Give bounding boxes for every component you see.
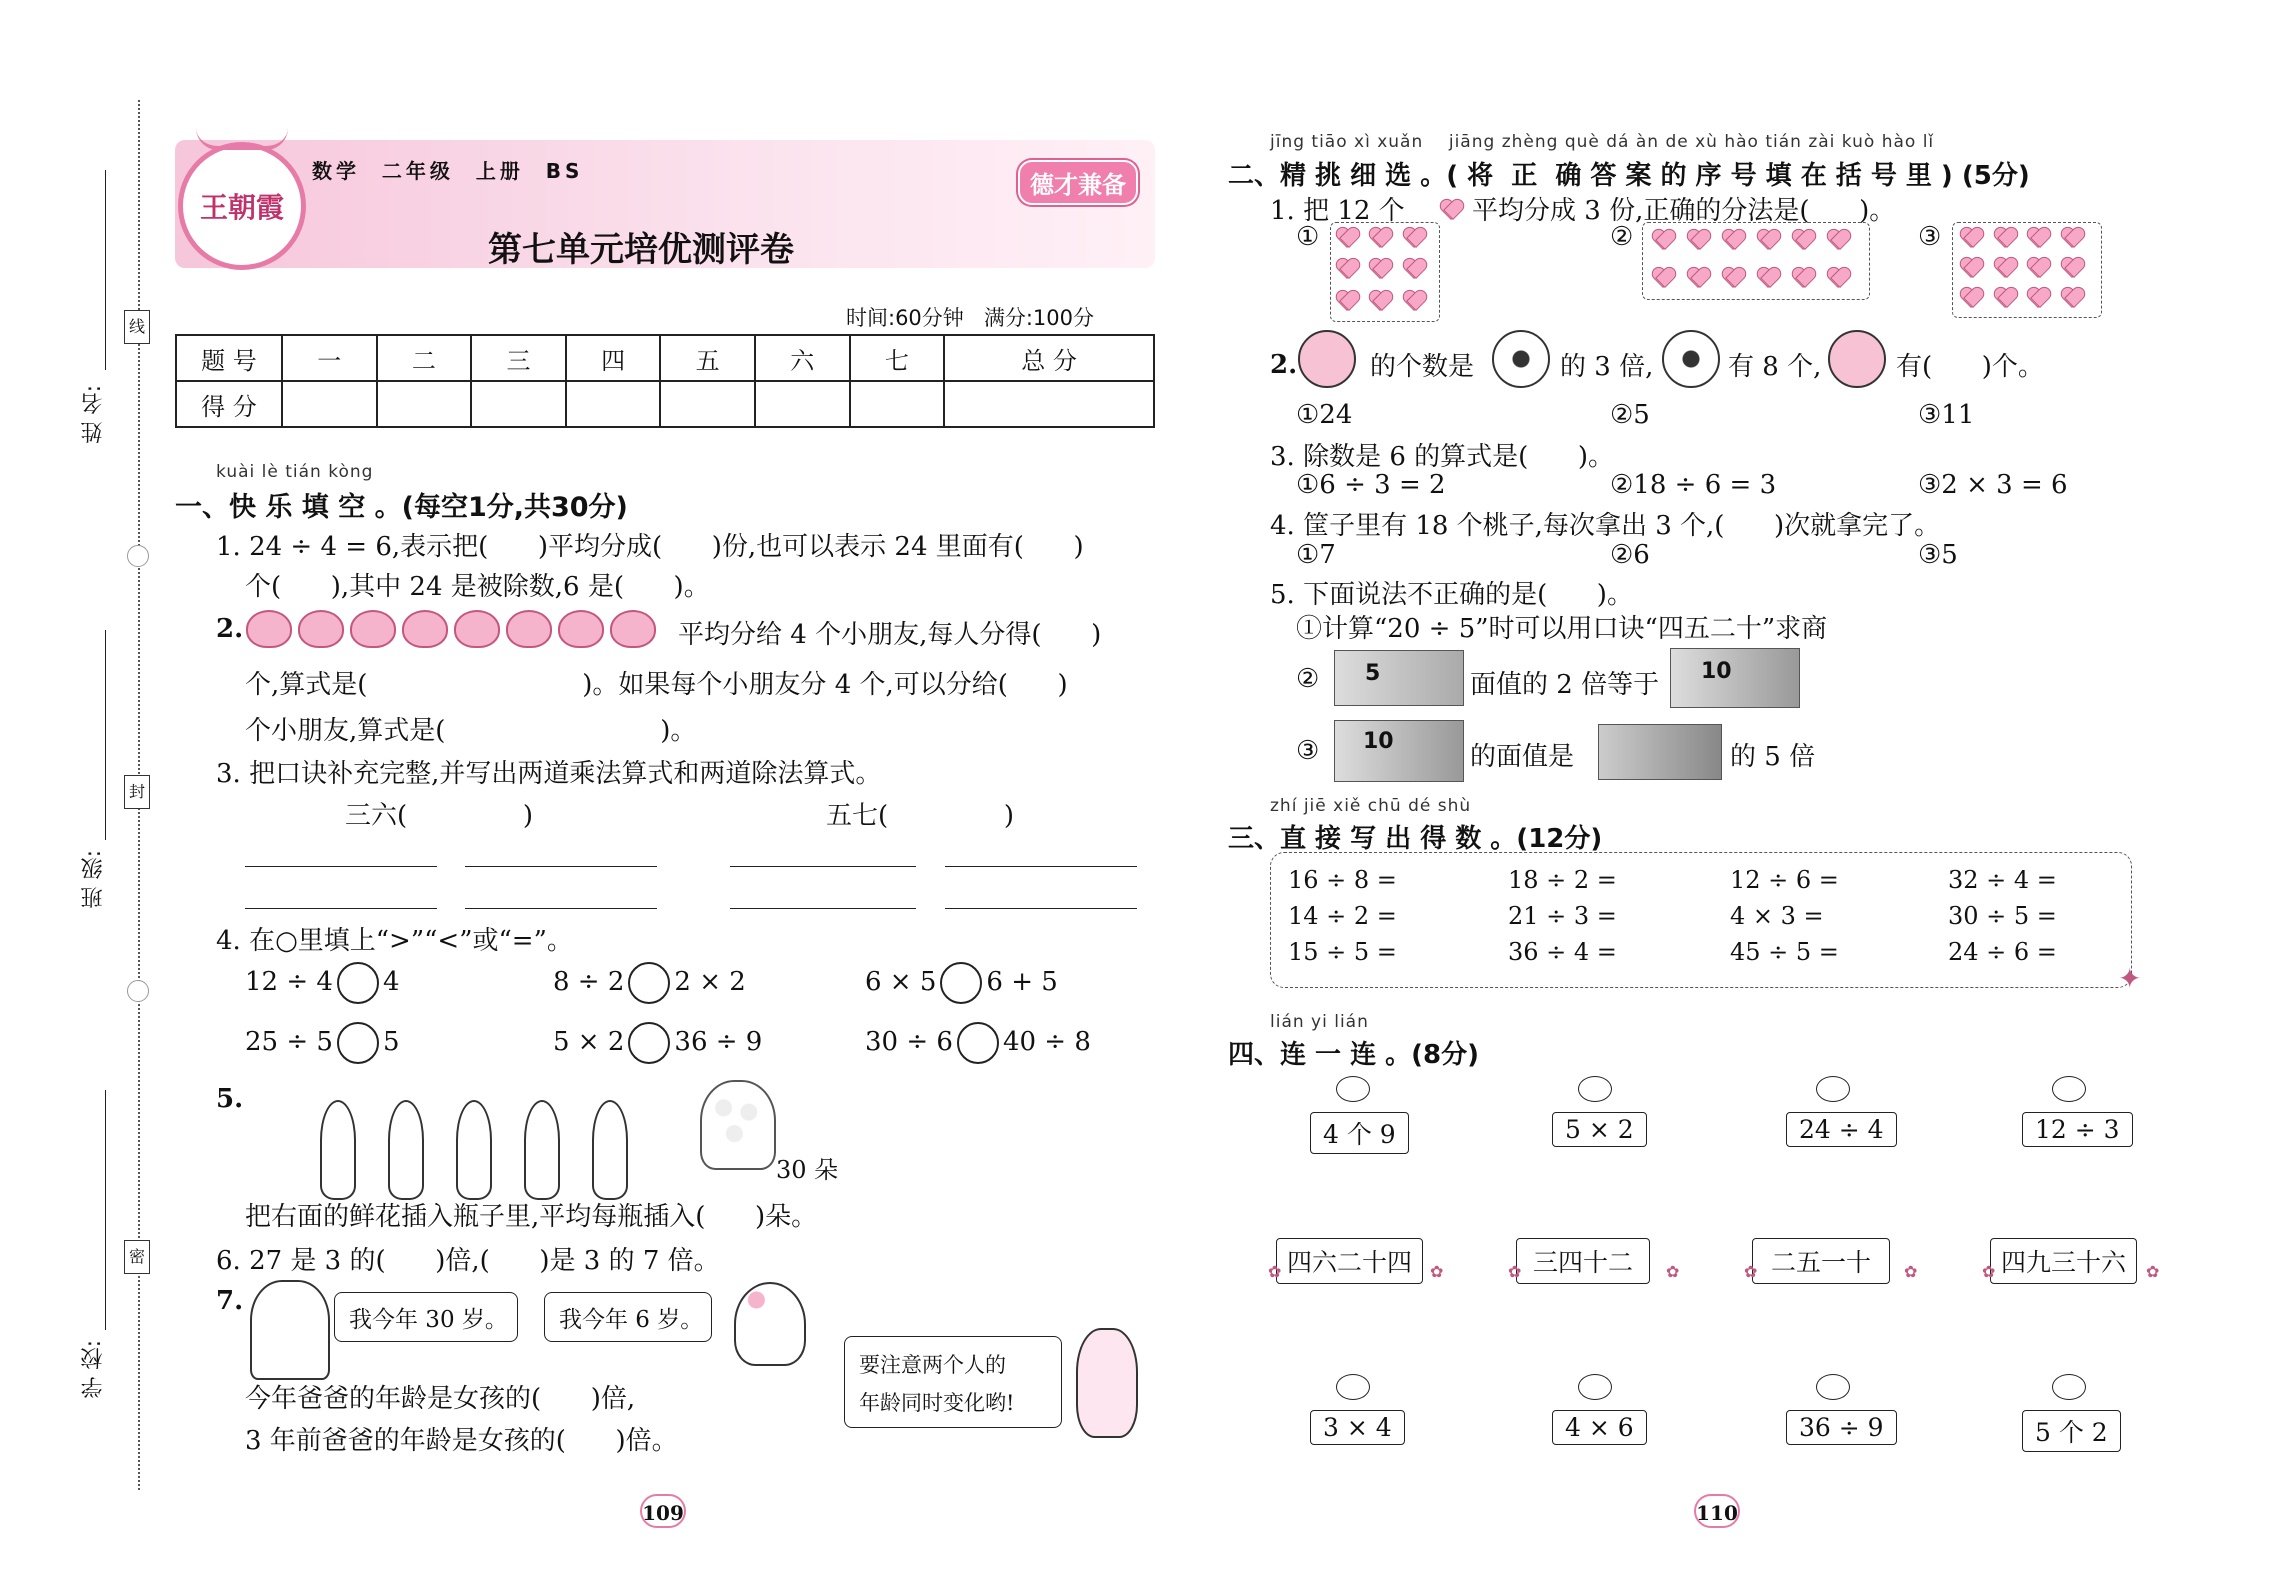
flower-icon: ✿ bbox=[1430, 1262, 1444, 1281]
score-row-label: 得 分 bbox=[176, 381, 282, 427]
soccer-ball-icon bbox=[1492, 330, 1550, 388]
score-cell[interactable] bbox=[471, 381, 566, 427]
heart-icon bbox=[1369, 259, 1391, 279]
compare-circle[interactable] bbox=[337, 1022, 379, 1064]
score-cell[interactable] bbox=[282, 381, 377, 427]
q4-left: 8 ÷ 2 bbox=[553, 967, 625, 997]
answer-line[interactable] bbox=[730, 908, 916, 909]
school-label: 学 校: bbox=[81, 1340, 106, 1399]
seal-feng: 封 bbox=[124, 775, 150, 809]
q1-line1: 1. 24 ÷ 4 = 6,表示把( )平均分成( )份,也可以表示 24 里面有( ) bbox=[216, 532, 1084, 562]
vase-icon bbox=[456, 1100, 492, 1200]
girl-speech-text: 我今年 6 岁。 bbox=[559, 1307, 704, 1333]
answer-line[interactable] bbox=[465, 866, 657, 867]
heart-icon bbox=[1336, 259, 1358, 279]
score-cell[interactable] bbox=[660, 381, 755, 427]
page-number-right: 110 bbox=[1694, 1494, 1740, 1528]
logo-text: 王朝霞 bbox=[199, 191, 284, 224]
answer-line[interactable] bbox=[245, 908, 437, 909]
calc-item[interactable]: 4 × 3 = bbox=[1730, 902, 1824, 930]
flower-icon: ✿ bbox=[1982, 1262, 1996, 1281]
score-cell[interactable] bbox=[850, 381, 945, 427]
heart-icon bbox=[1827, 230, 1849, 250]
compare-circle[interactable] bbox=[940, 962, 982, 1004]
s2q2-number: 2. bbox=[1270, 350, 1298, 380]
heart-icon bbox=[2027, 228, 2049, 248]
s2q1-opt3: ③ bbox=[1918, 222, 1942, 252]
calc-item[interactable]: 32 ÷ 4 = bbox=[1948, 866, 2057, 894]
s2q5-opt2-num: ② bbox=[1296, 664, 1320, 694]
banknote-10-icon bbox=[1334, 720, 1464, 782]
bee-icon bbox=[1816, 1076, 1850, 1102]
q3-line1: 3. 把口诀补充完整,并写出两道乘法算式和两道除法算式。 bbox=[216, 759, 882, 789]
bee-icon bbox=[1816, 1374, 1850, 1400]
match-mid-2[interactable]: 三四十二 bbox=[1516, 1238, 1650, 1284]
s2q5-opt3-end: 的 5 倍 bbox=[1730, 742, 1816, 772]
s2q4-opt3: ③5 bbox=[1918, 540, 1958, 570]
compare-circle[interactable] bbox=[957, 1022, 999, 1064]
girl-icon bbox=[734, 1282, 806, 1366]
q4-right: 6 + 5 bbox=[986, 967, 1058, 997]
q4-left: 25 ÷ 5 bbox=[245, 1027, 333, 1057]
heart-icon bbox=[1652, 230, 1674, 250]
q3-left: 三六( ) bbox=[345, 801, 533, 831]
sec2-title: 二、精 挑 细 选 。( 将 正 确 答 案 的 序 号 填 在 括 号 里 ) (5分) bbox=[1228, 161, 2030, 191]
match-bottom-4[interactable]: 5 个 2 bbox=[2022, 1410, 2121, 1452]
heart-grid-2 bbox=[1652, 230, 1862, 294]
heart-icon bbox=[1336, 291, 1358, 311]
binding-hole-icon bbox=[127, 980, 149, 1002]
bee-icon bbox=[1578, 1374, 1612, 1400]
seal-mi: 密 bbox=[124, 1240, 150, 1274]
match-top-2[interactable]: 5 × 2 bbox=[1552, 1112, 1647, 1147]
banknote-small-icon bbox=[1598, 724, 1722, 780]
q4-item bbox=[553, 1022, 762, 1064]
q4-item bbox=[865, 962, 1058, 1004]
calc-item[interactable]: 30 ÷ 5 = bbox=[1948, 902, 2057, 930]
vase-icon bbox=[592, 1100, 628, 1200]
heart-icon bbox=[1440, 200, 1462, 220]
heart-icon bbox=[2027, 288, 2049, 308]
heart-icon bbox=[2061, 288, 2083, 308]
heart-icon bbox=[2061, 228, 2083, 248]
tip-line2: 年龄同时变化哟! bbox=[859, 1391, 1015, 1415]
peach-icon bbox=[402, 610, 448, 648]
book-info: 数学 二年级 上册 BS bbox=[312, 159, 584, 183]
score-head-3: 三 bbox=[471, 335, 566, 381]
q2-line2: 个,算式是( )。如果每个小朋友分 4 个,可以分给( ) bbox=[245, 670, 1068, 700]
s2q1-opt1: ① bbox=[1296, 222, 1320, 252]
compare-circle[interactable] bbox=[337, 962, 379, 1004]
score-head-label: 题 号 bbox=[176, 335, 282, 381]
answer-line[interactable] bbox=[945, 866, 1137, 867]
match-top-1[interactable]: 4 个 9 bbox=[1310, 1112, 1409, 1154]
calc-item[interactable]: 24 ÷ 6 = bbox=[1948, 938, 2057, 966]
q7-line2: 3 年前爸爸的年龄是女孩的( )倍。 bbox=[245, 1426, 678, 1456]
bee-icon bbox=[1578, 1076, 1612, 1102]
vase-icon bbox=[524, 1100, 560, 1200]
match-bottom-2[interactable]: 4 × 6 bbox=[1552, 1410, 1647, 1445]
crown-icon bbox=[196, 128, 288, 150]
heart-icon bbox=[1369, 291, 1391, 311]
calc-item[interactable]: 12 ÷ 6 = bbox=[1730, 866, 1839, 894]
score-head-2: 二 bbox=[377, 335, 472, 381]
q4-right: 40 ÷ 8 bbox=[1002, 1027, 1091, 1057]
heart-icon bbox=[1403, 259, 1425, 279]
s2q5-opt3-num: ③ bbox=[1296, 736, 1320, 766]
flower-icon: ✿ bbox=[1666, 1262, 1680, 1281]
heart-icon bbox=[1792, 230, 1814, 250]
seal-xian: 线 bbox=[124, 310, 150, 344]
q4-item bbox=[865, 1022, 1091, 1064]
peach-icon bbox=[610, 610, 656, 648]
score-cell[interactable] bbox=[566, 381, 661, 427]
match-mid-4[interactable]: 四九三十六 bbox=[1990, 1238, 2137, 1284]
s2q5-opt2-mid: 面值的 2 倍等于 bbox=[1470, 670, 1660, 700]
q2-number: 2. bbox=[216, 614, 244, 644]
page-number-left: 109 bbox=[640, 1494, 686, 1528]
school-line bbox=[105, 1090, 106, 1330]
s2q2-d: 有( )个。 bbox=[1896, 352, 2044, 382]
s2q3-text: 3. 除数是 6 的算式是( )。 bbox=[1270, 442, 1615, 472]
match-top-4[interactable]: 12 ÷ 3 bbox=[2022, 1112, 2133, 1147]
score-head-total: 总 分 bbox=[944, 335, 1154, 381]
s2q2-opt1: ①24 bbox=[1296, 400, 1353, 430]
heart-icon bbox=[1652, 268, 1674, 288]
heart-icon bbox=[1403, 291, 1425, 311]
vase-icon bbox=[388, 1100, 424, 1200]
heart-icon bbox=[1960, 288, 1982, 308]
heart-icon bbox=[1792, 268, 1814, 288]
s2q2-c: 有 8 个, bbox=[1728, 352, 1822, 382]
flower-icon: ✿ bbox=[2146, 1262, 2160, 1281]
flower-bouquet-icon bbox=[700, 1080, 776, 1170]
q5-number: 5. bbox=[216, 1084, 244, 1114]
s2q5-text: 5. 下面说法不正确的是( )。 bbox=[1270, 580, 1633, 610]
score-head-7: 七 bbox=[850, 335, 945, 381]
score-head-6: 六 bbox=[755, 335, 850, 381]
q4-left: 30 ÷ 6 bbox=[865, 1027, 953, 1057]
answer-line[interactable] bbox=[245, 866, 437, 867]
s2q3-opt1: ①6 ÷ 3 = 2 bbox=[1296, 470, 1446, 500]
q4-right: 2 × 2 bbox=[674, 967, 746, 997]
heart-icon bbox=[1960, 228, 1982, 248]
peach-icon bbox=[558, 610, 604, 648]
match-mid-3[interactable]: 二五一十 bbox=[1752, 1238, 1890, 1284]
s2q1-opt2: ② bbox=[1610, 222, 1634, 252]
peach-icon bbox=[454, 610, 500, 648]
heart-grid-3 bbox=[1960, 228, 2094, 314]
class-label: 班 级: bbox=[81, 850, 106, 909]
q4-item bbox=[245, 1022, 400, 1064]
flower-icon: ✿ bbox=[1744, 1262, 1758, 1281]
q6-text: 6. 27 是 3 的( )倍,( )是 3 的 7 倍。 bbox=[216, 1246, 720, 1276]
s2q5-opt1: ①计算“20 ÷ 5”时可以用口诀“四五二十”求商 bbox=[1296, 614, 1828, 644]
bee-icon bbox=[2052, 1076, 2086, 1102]
s2q4-opt1: ①7 bbox=[1296, 540, 1336, 570]
heart-grid-1 bbox=[1336, 228, 1436, 320]
heart-icon bbox=[1960, 258, 1982, 278]
tip-bubble bbox=[844, 1336, 1062, 1428]
heart-icon bbox=[1827, 268, 1849, 288]
score-table bbox=[175, 334, 1155, 428]
s2q2-opt3: ③11 bbox=[1918, 400, 1975, 430]
peach-icon bbox=[246, 610, 292, 648]
bee-icon bbox=[1336, 1374, 1370, 1400]
heart-icon bbox=[1369, 228, 1391, 248]
heart-icon bbox=[1994, 258, 2016, 278]
s2q2-a: 的个数是 bbox=[1370, 352, 1475, 382]
calc-grid bbox=[1288, 866, 2138, 966]
vase-icon bbox=[320, 1100, 356, 1200]
calc-item[interactable]: 16 ÷ 8 = bbox=[1288, 866, 1397, 894]
q4-item bbox=[553, 962, 746, 1004]
soccer-ball-icon bbox=[1662, 330, 1720, 388]
score-head-5: 五 bbox=[660, 335, 755, 381]
girl-speech-bubble bbox=[544, 1292, 712, 1342]
sparkle-icon: ✦ bbox=[2118, 962, 2142, 995]
calc-item[interactable]: 21 ÷ 3 = bbox=[1508, 902, 1617, 930]
banknote-5-value: 5 bbox=[1365, 661, 1381, 686]
match-top-3[interactable]: 24 ÷ 4 bbox=[1786, 1112, 1897, 1147]
s2q1-post: 平均分成 3 份,正确的分法是( )。 bbox=[1472, 196, 1896, 226]
banknote-10-value: 10 bbox=[1701, 659, 1732, 684]
q4-left: 6 × 5 bbox=[865, 967, 937, 997]
score-cell[interactable] bbox=[755, 381, 850, 427]
heart-icon bbox=[2061, 258, 2083, 278]
s2q2-b: 的 3 倍, bbox=[1560, 352, 1654, 382]
match-bottom-1[interactable]: 3 × 4 bbox=[1310, 1410, 1405, 1445]
sec4-pinyin: lián yi lián bbox=[1270, 1012, 1369, 1032]
calc-item[interactable]: 14 ÷ 2 = bbox=[1288, 902, 1397, 930]
sec2-pinyin: jīng tiāo xì xuǎn jiāng zhèng què dá àn de xù hào tián zài kuò hào lǐ bbox=[1270, 132, 1935, 152]
father-icon bbox=[250, 1280, 330, 1380]
heart-icon bbox=[2027, 258, 2049, 278]
name-label: 姓 名: bbox=[81, 385, 106, 444]
name-line bbox=[105, 170, 106, 370]
q4-item bbox=[245, 962, 400, 1004]
calc-item[interactable]: 15 ÷ 5 = bbox=[1288, 938, 1397, 966]
calc-item[interactable]: 18 ÷ 2 = bbox=[1508, 866, 1617, 894]
answer-line[interactable] bbox=[465, 908, 657, 909]
flower-icon: ✿ bbox=[1268, 1262, 1282, 1281]
sec3-title: 三、直 接 写 出 得 数 。(12分) bbox=[1228, 824, 1603, 854]
score-cell[interactable] bbox=[944, 381, 1154, 427]
q4-left: 12 ÷ 4 bbox=[245, 967, 333, 997]
s2q2-opt2: ②5 bbox=[1610, 400, 1650, 430]
heart-icon bbox=[1687, 268, 1709, 288]
q2-line3: 个小朋友,算式是( )。 bbox=[245, 716, 697, 746]
s2q5-opt3-mid: 的面值是 bbox=[1470, 742, 1575, 772]
peach-icon bbox=[350, 610, 396, 648]
flower-icon: ✿ bbox=[1904, 1262, 1918, 1281]
q4-right: 5 bbox=[382, 1027, 400, 1057]
q4-right: 36 ÷ 9 bbox=[674, 1027, 763, 1057]
basketball-icon bbox=[1828, 330, 1886, 388]
peach-row bbox=[246, 610, 662, 648]
q4-right: 4 bbox=[382, 967, 400, 997]
s2q1-pre: 1. 把 12 个 bbox=[1270, 196, 1405, 226]
score-head-1: 一 bbox=[282, 335, 377, 381]
match-bottom-3[interactable]: 36 ÷ 9 bbox=[1786, 1410, 1897, 1445]
dad-speech-text: 我今年 30 岁。 bbox=[349, 1307, 508, 1333]
exam-title: 第七单元培优测评卷 bbox=[488, 230, 794, 270]
class-line bbox=[105, 630, 106, 840]
calc-item[interactable]: 45 ÷ 5 = bbox=[1730, 938, 1839, 966]
tip-line1: 要注意两个人的 bbox=[859, 1353, 1006, 1377]
s2q3-opt2: ②18 ÷ 6 = 3 bbox=[1610, 470, 1777, 500]
score-head-4: 四 bbox=[566, 335, 661, 381]
binding-hole-icon bbox=[127, 545, 149, 567]
heart-icon bbox=[1722, 268, 1744, 288]
heart-icon bbox=[1994, 228, 2016, 248]
s2q4-opt2: ②6 bbox=[1610, 540, 1650, 570]
time-score: 时间:60分钟 满分:100分 bbox=[846, 306, 1094, 330]
banknote-10-value: 10 bbox=[1363, 729, 1394, 754]
s2q3-opt3: ③2 × 3 = 6 bbox=[1918, 470, 2068, 500]
banknote-10-icon bbox=[1670, 648, 1800, 708]
sec4-title: 四、连 一 连 。(8分) bbox=[1228, 1040, 1480, 1070]
q2-tail: 平均分给 4 个小朋友,每人分得( ) bbox=[678, 620, 1102, 650]
compare-circle[interactable] bbox=[628, 1022, 670, 1064]
q7-line1: 今年爸爸的年龄是女孩的( )倍, bbox=[245, 1384, 636, 1414]
answer-line[interactable] bbox=[730, 866, 916, 867]
calc-item[interactable]: 36 ÷ 4 = bbox=[1508, 938, 1617, 966]
score-cell[interactable] bbox=[377, 381, 472, 427]
sec1-title: 一、快 乐 填 空 。(每空1分,共30分) bbox=[175, 492, 628, 523]
q5-flower-count: 30 朵 bbox=[776, 1156, 839, 1184]
heart-icon bbox=[1994, 288, 2016, 308]
match-mid-1[interactable]: 四六二十四 bbox=[1276, 1238, 1423, 1284]
basketball-icon bbox=[1298, 330, 1356, 388]
flower-icon: ✿ bbox=[1508, 1262, 1522, 1281]
compare-circle[interactable] bbox=[628, 962, 670, 1004]
bee-icon bbox=[2052, 1374, 2086, 1400]
banknote-5-icon bbox=[1334, 650, 1464, 706]
sec1-pinyin: kuài lè tián kòng bbox=[216, 462, 374, 482]
s2q4-text: 4. 筐子里有 18 个桃子,每次拿出 3 个,( )次就拿完了。 bbox=[1270, 511, 1941, 541]
heart-icon bbox=[1757, 230, 1779, 250]
logo-badge bbox=[178, 142, 306, 270]
q4-left: 5 × 2 bbox=[553, 1027, 625, 1057]
q7-number: 7. bbox=[216, 1286, 244, 1316]
dad-speech-bubble bbox=[334, 1292, 518, 1342]
peach-icon bbox=[298, 610, 344, 648]
bee-icon bbox=[1336, 1076, 1370, 1102]
answer-line[interactable] bbox=[945, 908, 1137, 909]
q1-line2: 个( ),其中 24 是被除数,6 是( )。 bbox=[245, 572, 710, 602]
q3-right: 五七( ) bbox=[826, 801, 1014, 831]
heart-icon bbox=[1722, 230, 1744, 250]
sec3-pinyin: zhí jiē xiě chū dé shù bbox=[1270, 796, 1472, 816]
q4-line1: 4. 在○里填上“>”“<”或“=”。 bbox=[216, 926, 573, 956]
slogan-badge: 德才兼备 bbox=[1018, 160, 1138, 205]
mascot-icon bbox=[1076, 1328, 1138, 1438]
heart-icon bbox=[1687, 230, 1709, 250]
q5-text: 把右面的鲜花插入瓶子里,平均每瓶插入( )朵。 bbox=[245, 1202, 818, 1232]
peach-icon bbox=[506, 610, 552, 648]
heart-icon bbox=[1757, 268, 1779, 288]
heart-icon bbox=[1403, 228, 1425, 248]
heart-icon bbox=[1336, 228, 1358, 248]
